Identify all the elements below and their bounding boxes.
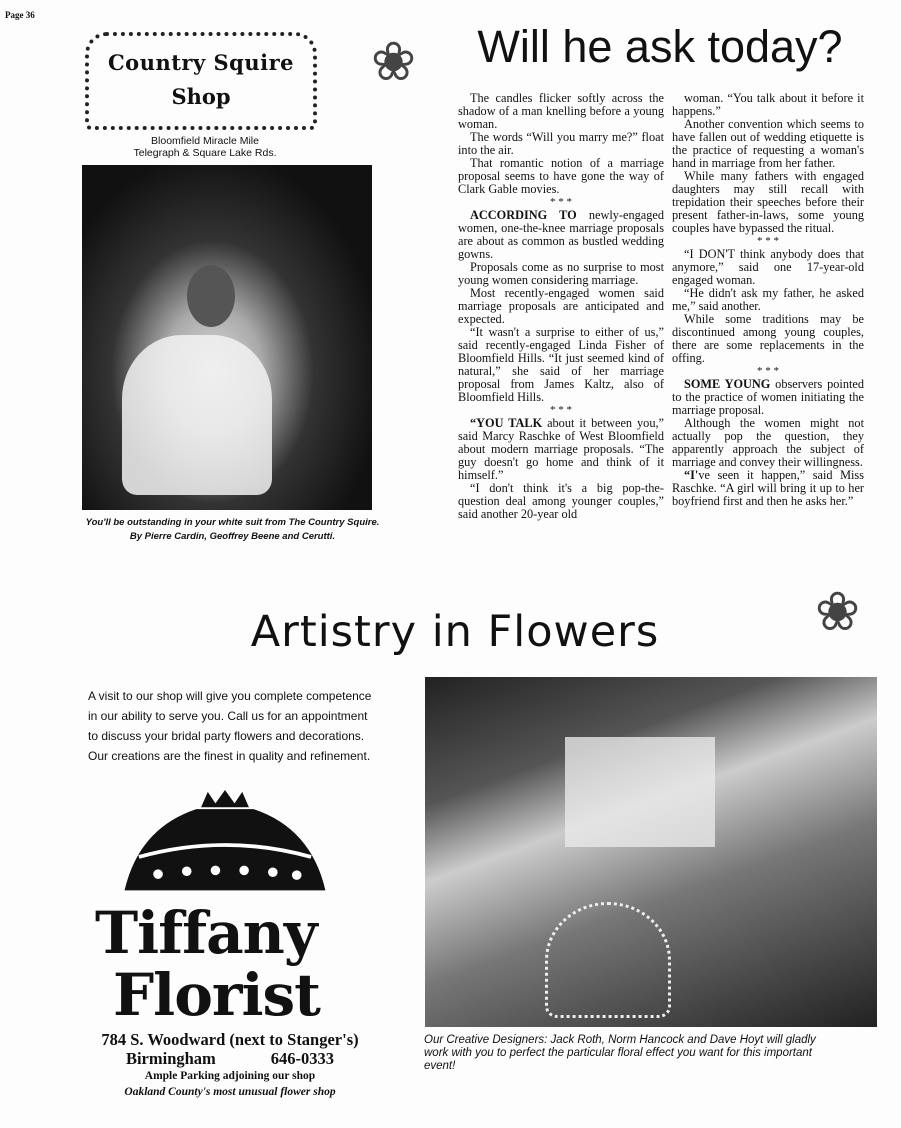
article-paragraph: “He didn't ask my father, he asked me,” said another.	[672, 286, 864, 313]
address-line: Bloomfield Miracle Mile	[151, 135, 259, 147]
article-paragraph: woman. “You talk about it before it happens.”	[672, 91, 864, 118]
bouquet-icon: ❀	[814, 582, 861, 642]
article-paragraph: SOME YOUNG observers pointed to the practice of women initiating the marriage proposal.	[672, 377, 865, 417]
street: 784 S. Woodward (next to Stanger's)	[101, 1030, 359, 1049]
caption-line: By Pierre Cardin, Geoffrey Beene and Cerutti.	[129, 531, 336, 542]
city: Birmingham	[125, 1049, 216, 1068]
parking-note: Ample Parking adjoining our shop	[144, 1070, 316, 1082]
address-line: Telegraph & Square Lake Rds.	[133, 147, 277, 159]
florist-headline: Artistry in Flowers	[250, 607, 660, 657]
tiffany-lamp-icon	[115, 790, 335, 900]
white-suit-photo	[82, 165, 372, 510]
country-squire-logo	[85, 32, 317, 130]
article-paragraph: “It wasn't a surprise to either of us,” said recently-engaged Linda Fisher of Bloomfield Hills. “It just seemed kind of natural,” she said of her marriage proposal from James Kaltz, also of Bloomfield Hills.	[458, 325, 664, 404]
section-break: * * *	[757, 235, 779, 247]
article-paragraph: Another convention which seems to have fallen out of wedding etiquette is the practice of requesting a woman's hand in marriage from her father.	[672, 117, 864, 170]
article-paragraph: “YOU TALK about it between you,” said Marcy Raschke of West Bloomfield about modern marriage proposals. “The guy doesn't go home and think of it himself.”	[458, 416, 664, 482]
city-phone-line	[80, 1049, 380, 1068]
article-paragraph: Most recently-engaged women said marriage proposals are anticipated and expected.	[458, 286, 664, 326]
street-address	[80, 1030, 380, 1049]
country-squire-address	[95, 135, 315, 159]
tagline: Oakland County's most unusual flower shop	[124, 1086, 336, 1098]
article-column-1	[458, 92, 664, 521]
logo-line-1: Tiffany	[95, 899, 317, 967]
article-paragraph: Although the women might not actually pop the question, they apparently approach the subject of marriage and convey their willingness.	[672, 416, 864, 469]
florist-address	[80, 1030, 380, 1100]
flower-shop-photo	[425, 677, 877, 1027]
photo-figure-suit	[122, 335, 272, 495]
section-break: * * *	[757, 365, 779, 377]
article-paragraph: “I DON'T think anybody does that anymore,” said one 17-year-old engaged woman.	[672, 247, 864, 287]
photo-window	[565, 737, 715, 847]
bouquet-icon: ❀	[370, 32, 417, 92]
article-paragraph: While some traditions may be discontinued among young couples, there are some replacements in the offing.	[672, 312, 864, 365]
article-paragraph: While many fathers with engaged daughters may still recall with trepidation their speeches before their present father-in-laws, some young couples have bypassed the ritual.	[672, 169, 864, 235]
flower-photo-caption: Our Creative Designers: Jack Roth, Norm Hancock and Dave Hoyt will gladly work with you to perfect the particular floral effect you want for this important event!	[424, 1034, 816, 1072]
article-paragraph: ACCORDING TO newly-engaged women, one-the-knee marriage proposals are about as common as bustled wedding gowns.	[458, 208, 664, 261]
article-paragraph: The words “Will you marry me?” float into the air.	[458, 130, 664, 157]
phone: 646-0333	[270, 1049, 335, 1068]
article-paragraph: “I don't think it's a big pop-the-question deal among younger couples,” said another 20-year old	[458, 481, 664, 521]
logo-line-2: Florist	[113, 961, 320, 1029]
logo-line-2: Shop	[171, 84, 231, 109]
florist-ad-text: A visit to our shop will give you complete competence in our ability to serve you. Call us for an appointment to discuss your bridal party flowers and decorations. Our creations are the finest in quality and refinement.	[88, 689, 372, 763]
article-paragraph: Proposals come as no surprise to most young women considering marriage.	[458, 260, 664, 287]
photo-wicker-chair	[545, 902, 671, 1018]
section-break: * * *	[550, 404, 572, 416]
article-paragraph: The candles flicker softly across the shadow of a man knelling before a young woman.	[458, 91, 664, 131]
caption-line: You'll be outstanding in your white suit from The Country Squire.	[85, 517, 380, 528]
section-break: * * *	[550, 196, 572, 208]
photo-figure-head	[187, 265, 235, 327]
tiffany-florist-logo	[95, 899, 375, 1029]
article-headline: Will he ask today?	[477, 21, 843, 72]
page-number: Page 36	[5, 10, 35, 20]
suit-photo-caption	[55, 516, 410, 544]
article-paragraph: That romantic notion of a marriage proposal seems to have gone the way of Clark Gable movies.	[458, 156, 664, 196]
logo-line-1: Country Squire	[107, 50, 295, 75]
article-column-2	[672, 92, 864, 508]
article-paragraph: “I've seen it happen,” said Miss Raschke. “A girl will bring it up to her boyfriend first and then he asks her.”	[672, 468, 864, 508]
